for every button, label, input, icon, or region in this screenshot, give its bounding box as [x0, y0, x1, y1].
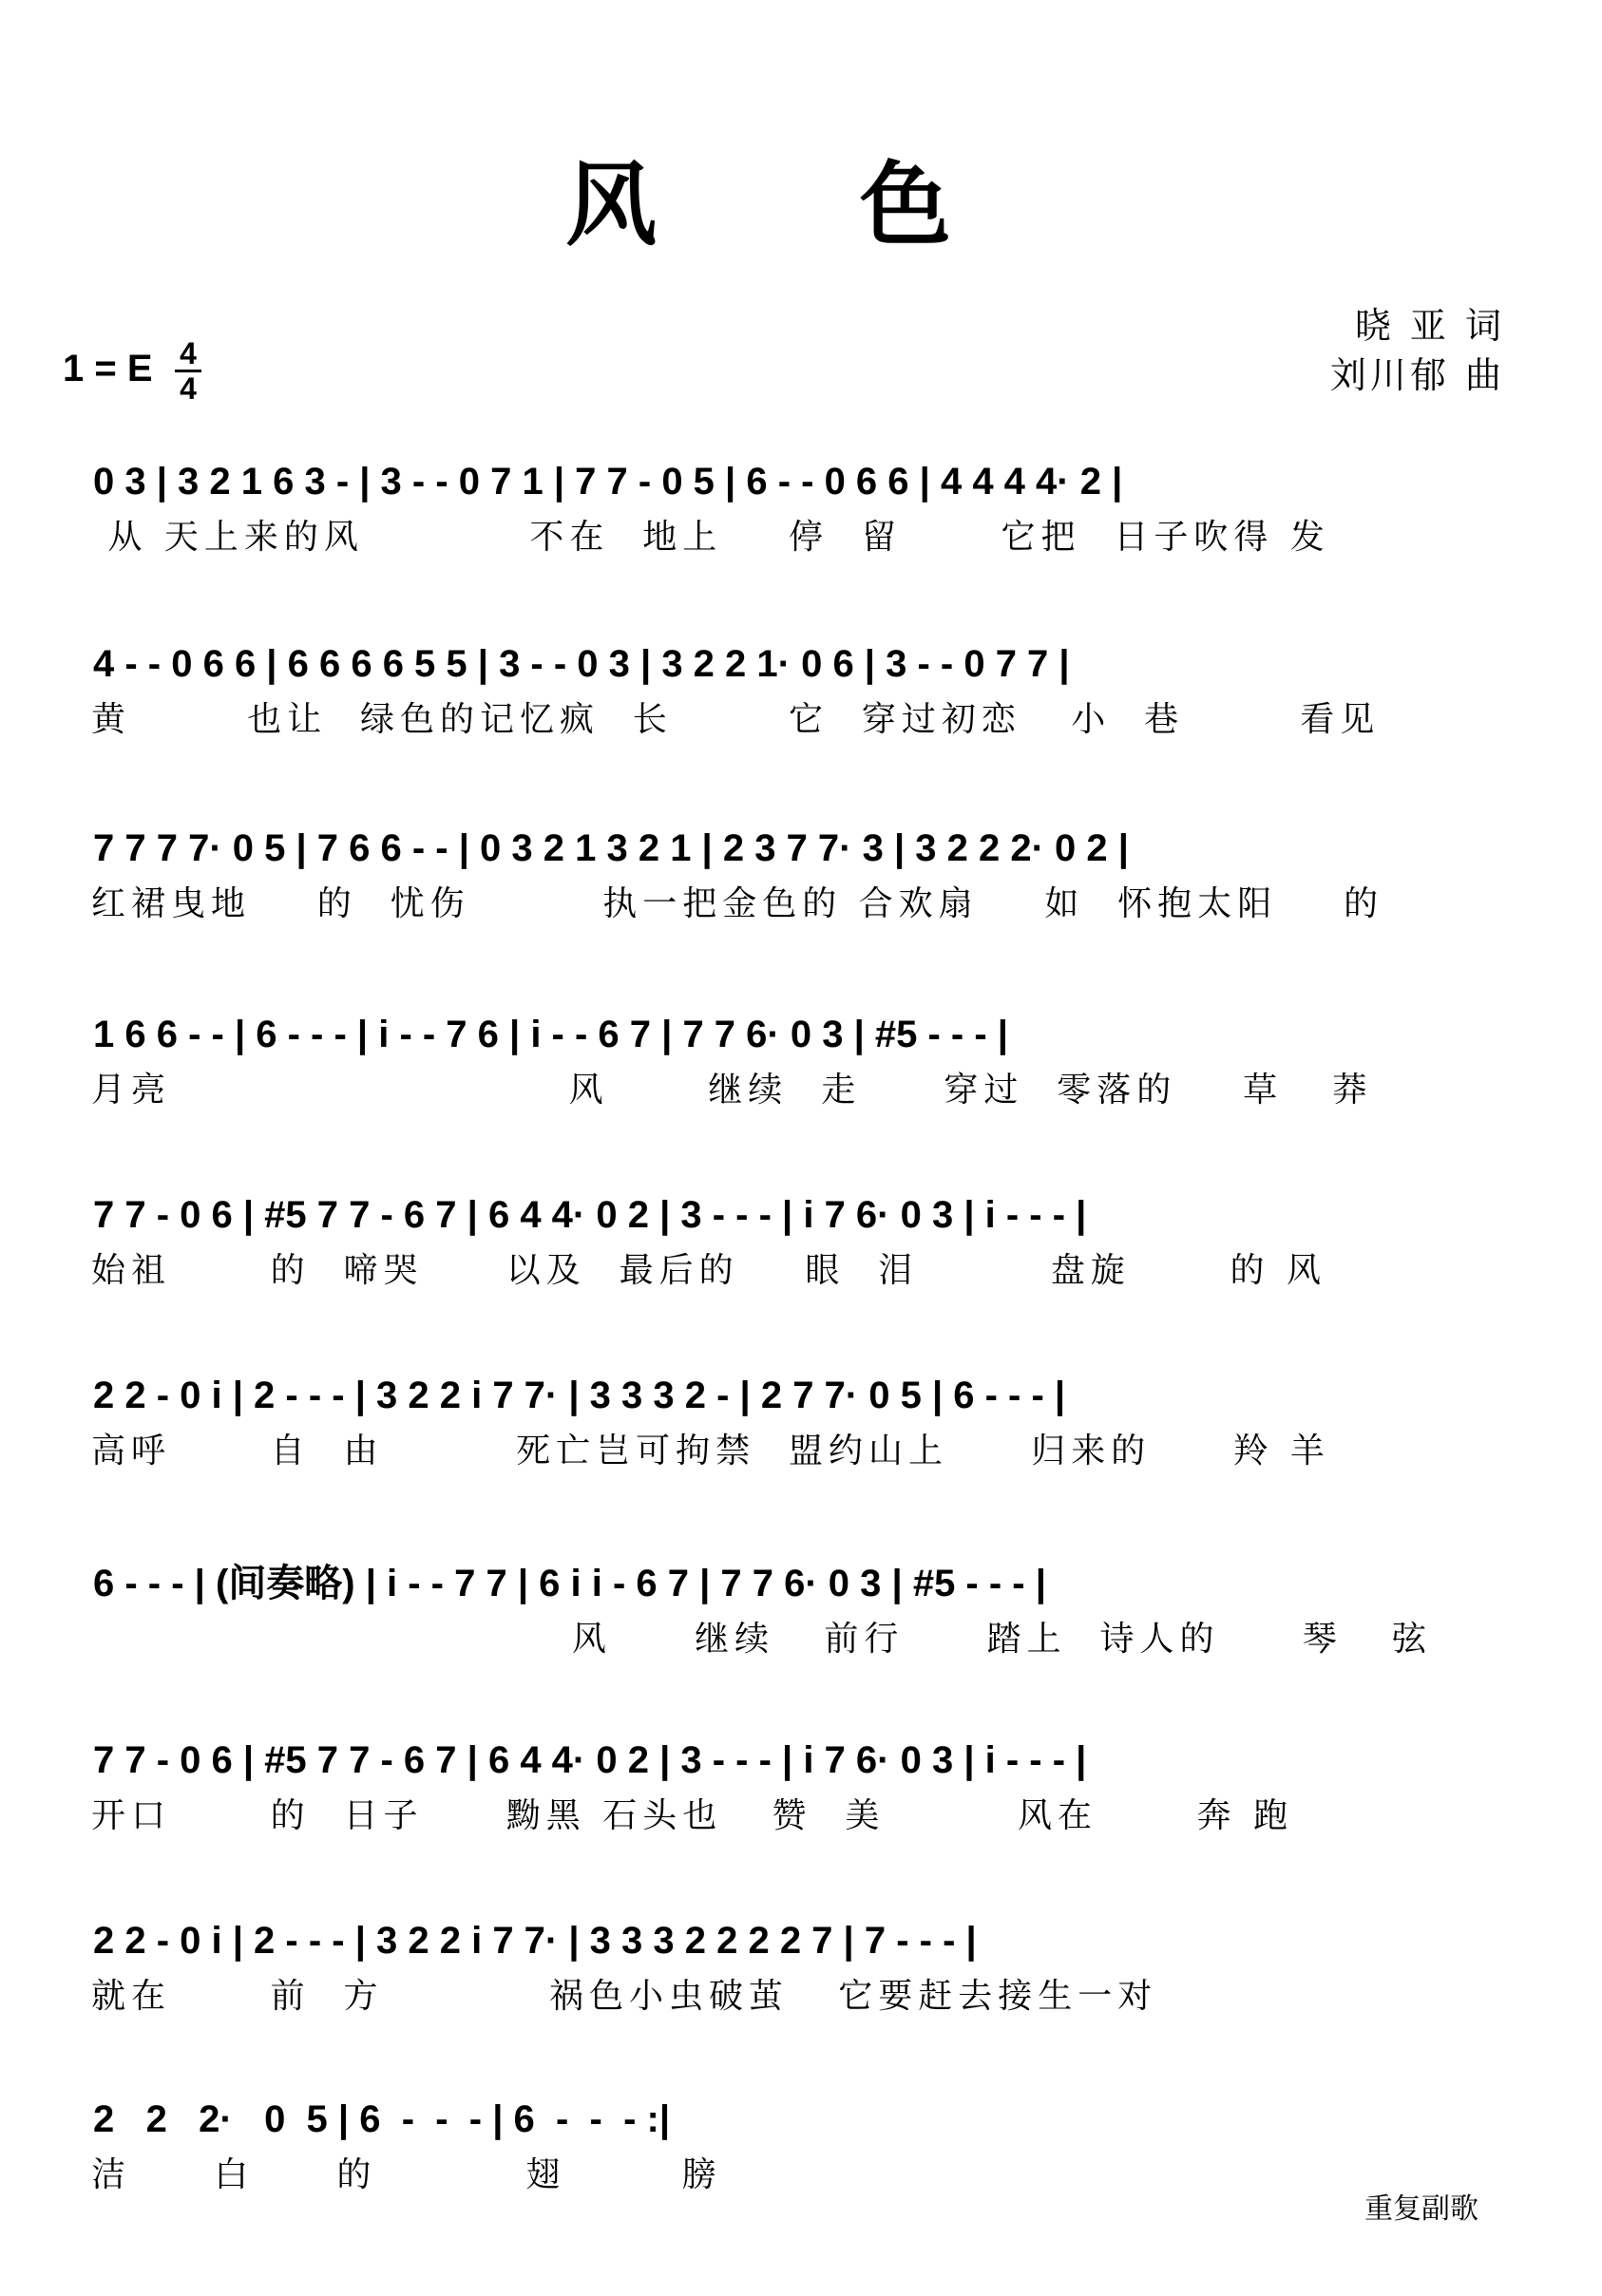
lyric-line: 高呼 自 由 死亡岂可拘禁 盟约山上 归来的 羚 羊 [91, 1432, 1330, 1471]
notation-line: 0 3 | 3 2 1 6 3 - | 3 - - 0 7 1 | 7 7 - 0 5 | 6 - - 0 6 6 | 4 4 4 4· 2 | [93, 461, 1123, 503]
lyric-line: 黄 也让 绿色的记忆疯 长 它 穿过初恋 小 巷 看见 [91, 700, 1381, 739]
lyricist-credit: 晓 亚 词 [1354, 305, 1505, 347]
system-8 [0, 1727, 1602, 1860]
system-6 [0, 1362, 1602, 1495]
system-5 [0, 1182, 1602, 1315]
lyric-line: 开口 的 日子 黝黑 石头也 赞 美 风在 奔 跑 [91, 1796, 1294, 1835]
time-signature [169, 338, 207, 404]
lyric-line: 从 天上来的风 不在 地上 停 留 它把 日子吹得 发 [91, 518, 1330, 557]
repeat-instruction: 重复副歌 [1364, 2193, 1478, 2225]
lyric-line: 就在 前 方 祸色小虫破茧 它要赶去接生一对 [91, 1977, 1158, 2016]
system-4 [0, 1001, 1602, 1134]
system-3 [0, 815, 1602, 948]
time-signature-top: 4 [180, 336, 197, 370]
system-9 [0, 1907, 1602, 2040]
song-title: 风 色 [565, 151, 1037, 258]
notation-line: 2 2 - 0 i | 2 - - - | 3 2 2 i 7 7· | 3 3 3 2 2 2 2 7 | 7 - - - | [93, 1920, 977, 1962]
lyric-line: 红裙曳地 的 忧伤 执一把金色的 合欢扇 如 怀抱太阳 的 [91, 884, 1384, 923]
key-signature: 1 = E [63, 348, 153, 389]
lyric-line: 月亮 风 继续 走 穿过 零落的 草 莽 [91, 1071, 1373, 1110]
time-signature-bottom: 4 [180, 371, 197, 406]
system-7 [0, 1550, 1602, 1683]
notation-line: 7 7 - 0 6 | #5 7 7 - 6 7 | 6 4 4· 0 2 | 3 - - - | i 7 6· 0 3 | i - - - | [93, 1739, 1087, 1781]
notation-line: 1 6 6 - - | 6 - - - | i - - 7 6 | i - - 6 7 | 7 7 6· 0 3 | #5 - - - | [93, 1014, 1008, 1055]
notation-line: 2 2 2· 0 5 | 6 - - - | 6 - - - :| [93, 2098, 671, 2140]
notation-line: 2 2 - 0 i | 2 - - - | 3 2 2 i 7 7· | 3 3 3 2 - | 2 7 7· 0 5 | 6 - - - | [93, 1375, 1066, 1416]
system-10 [0, 2086, 1602, 2219]
system-1 [0, 448, 1602, 581]
notation-line: 6 - - - | (间奏略) | i - - 7 7 | 6 i i - 6 7 | 7 7 6· 0 3 | #5 - - - | [93, 1563, 1046, 1604]
system-2 [0, 631, 1602, 764]
lyric-line: 风 继续 前行 踏上 诗人的 琴 弦 [91, 1620, 1433, 1659]
lyric-line: 洁 白 的 翅 膀 [91, 2155, 722, 2194]
composer-credit: 刘川郁 曲 [1329, 354, 1505, 396]
notation-line: 7 7 - 0 6 | #5 7 7 - 6 7 | 6 4 4· 0 2 | 3 - - - | i 7 6· 0 3 | i - - - | [93, 1194, 1087, 1236]
lyric-line: 始祖 的 啼哭 以及 最后的 眼 泪 盘旋 的 风 [91, 1251, 1326, 1290]
notation-line: 4 - - 0 6 6 | 6 6 6 6 5 5 | 3 - - 0 3 | 3 2 2 1· 0 6 | 3 - - 0 7 7 | [93, 643, 1070, 685]
notation-line: 7 7 7 7· 0 5 | 7 6 6 - - | 0 3 2 1 3 2 1 | 2 3 7 7· 3 | 3 2 2 2· 0 2 | [93, 827, 1129, 869]
